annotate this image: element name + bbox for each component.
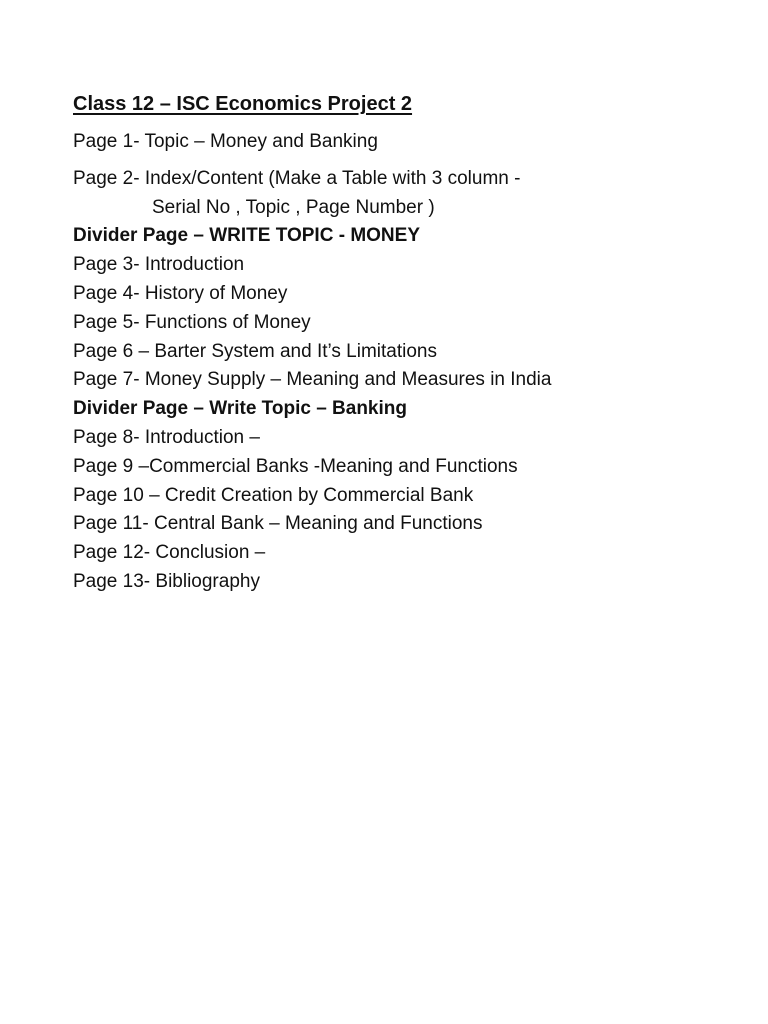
outline-line-page-3: Page 3- Introduction bbox=[73, 254, 245, 276]
outline-line-page-1: Page 1- Topic – Money and Banking bbox=[73, 131, 378, 152]
outline-line-page-13: Page 13- Bibliography bbox=[73, 570, 260, 592]
outline-line-page-8: Page 8- Introduction – bbox=[73, 426, 260, 448]
project-outline bbox=[73, 128, 743, 597]
divider-heading-money: Divider Page – WRITE TOPIC - MONEY bbox=[73, 225, 420, 247]
outline-line-page-2-detail: Serial No , Topic , Page Number ) bbox=[152, 196, 435, 218]
divider-heading-banking: Divider Page – Write Topic – Banking bbox=[73, 398, 407, 420]
outline-line-page-9: Page 9 –Commercial Banks -Meaning and Functions bbox=[73, 455, 518, 477]
outline-line-page-11: Page 11- Central Bank – Meaning and Functions bbox=[73, 513, 483, 535]
outline-line-page-2: Page 2- Index/Content (Make a Table with 3 column - bbox=[73, 167, 521, 189]
outline-line-page-7: Page 7- Money Supply – Meaning and Measures in India bbox=[73, 369, 552, 391]
document-title: Class 12 – ISC Economics Project 2 bbox=[73, 93, 413, 115]
outline-line-page-5: Page 5- Functions of Money bbox=[73, 311, 311, 333]
outline-line-page-6: Page 6 – Barter System and It’s Limitations bbox=[73, 340, 437, 362]
outline-line-page-10: Page 10 – Credit Creation by Commercial Bank bbox=[73, 484, 474, 506]
document-page bbox=[73, 90, 743, 597]
outline-line-page-4: Page 4- History of Money bbox=[73, 282, 288, 304]
outline-line-page-12: Page 12- Conclusion – bbox=[73, 542, 266, 564]
